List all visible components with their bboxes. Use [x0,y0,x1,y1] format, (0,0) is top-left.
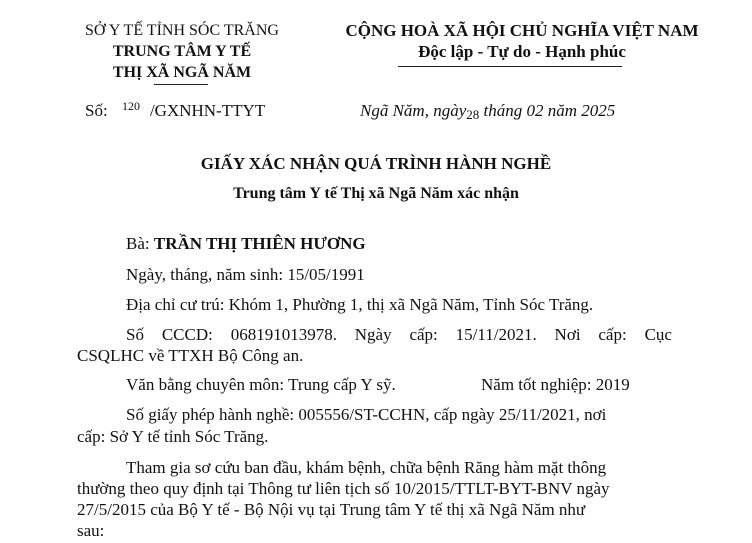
reference-number: 120 [121,99,140,113]
national-header-block [322,20,722,62]
graduation-year: Năm tốt nghiệp: 2019 [481,375,630,394]
reference-prefix: Số: [85,101,108,120]
agency-center: TRUNG TÂM Y TẾ [112,43,252,60]
date-day: 28 [466,107,480,122]
date-of-birth: Ngày, tháng, năm sinh: 15/05/1991 [126,265,365,284]
cccd-word: Ngày [354,325,392,344]
national-motto: Độc lập - Tự do - Hạnh phúc [418,42,626,61]
practice-license: Số giấy phép hành nghề: 005556/ST-CCHN, cấp ngày 25/11/2021, nơi [126,405,607,424]
date-month-year: tháng 02 năm 2025 [483,101,616,120]
cccd-issuer: CSQLHC về TTXH Bộ Công an. [77,346,304,365]
cccd-word: CCCD: [161,325,213,344]
document-title: GIẤY XÁC NHẬN QUÁ TRÌNH HÀNH NGHỀ [200,154,552,173]
paragraph-line: sau: [77,521,105,540]
cccd-word: Nơi [554,325,581,344]
document-reference [85,101,265,121]
cccd-number: 068191013978. [230,325,337,344]
paragraph-line: thường theo quy định tại Thông tư liên tịch số 10/2015/TTLT-BYT-BNV ngày [77,479,610,498]
id-card-line [126,324,672,346]
paragraph-line: 27/5/2015 của Bộ Y tế - Bộ Nội vụ tại Trung tâm Y tế thị xã Ngã Năm như [77,500,586,519]
document-date [360,101,615,121]
national-title: CỘNG HOÀ XÃ HỘI CHỦ NGHĨA VIỆT NAM [345,21,699,40]
cccd-word: Cục [644,325,672,344]
motto-underline [398,66,622,67]
agency-underline [154,84,208,85]
professional-degree: Văn bằng chuyên môn: Trung cấp Y sỹ. [126,375,396,394]
salutation: Bà: [126,234,154,253]
agency-department: SỞ Y TẾ TỈNH SÓC TRĂNG [85,22,279,39]
issuing-agency-block [62,20,302,83]
agency-town: THỊ XÃ NGÃ NĂM [112,64,252,81]
cccd-word: cấp: [598,325,627,344]
person-name: TRẦN THỊ THIÊN HƯƠNG [153,234,366,253]
person-name-line [126,233,366,255]
paragraph-line: Tham gia sơ cứu ban đầu, khám bệnh, chữa bệnh Răng hàm mặt thông [126,458,607,477]
document-subtitle: Trung tâm Y tế Thị xã Ngã Năm xác nhận [233,185,519,202]
license-issuer: cấp: Sở Y tế tỉnh Sóc Trăng. [77,427,269,446]
cccd-issue-date: 15/11/2021. [455,325,537,344]
cccd-word: cấp: [409,325,438,344]
residence-address: Địa chỉ cư trú: Khóm 1, Phường 1, thị xã Ngã Năm, Tỉnh Sóc Trăng. [126,295,594,314]
reference-code: /GXNHN-TTYT [149,101,266,120]
cccd-word: Số [126,325,144,344]
date-place-prefix: Ngã Năm, ngày [360,101,467,120]
